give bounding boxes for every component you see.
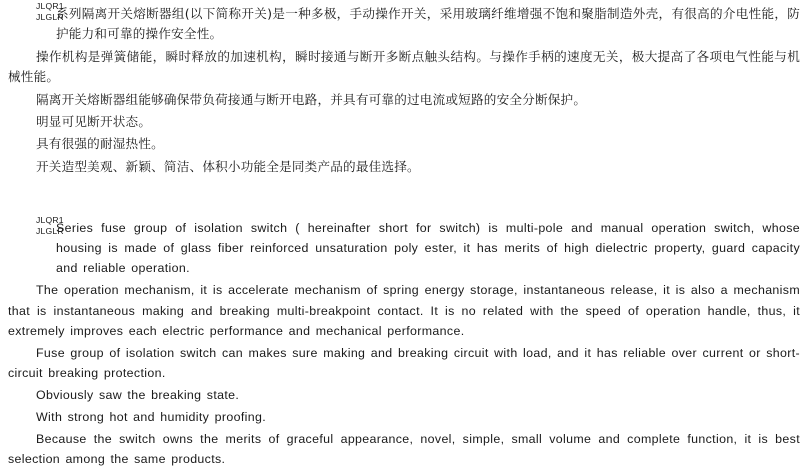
chinese-paragraph-6: 开关造型美观、新颖、简洁、体积小功能全是同类产品的最佳选择。 (36, 158, 420, 174)
english-section (8, 215, 800, 469)
chinese-paragraph-5: 具有很强的耐湿热性。 (36, 136, 164, 152)
chinese-paragraph-1 (8, 1, 800, 45)
chinese-paragraph-1-text: 系列隔离开关熔断器组(以下简称开关)是一种多极，手动操作开关，采用玻璃纤维增强不饱和聚脂制造外壳，有很高的介电性能，防护能力和可靠的操作安全性。 (56, 6, 800, 42)
english-paragraph-4: Obviously saw the breaking state. (36, 387, 240, 402)
chinese-paragraph-2: 操作机构是弹簧储能，瞬时释放的加速机构，瞬时接通与断开多断点触头结构。与操作手柄的速度无关，极大提高了各项电气性能与机械性能。 (8, 48, 800, 85)
model-code-line-2-en: JLGLR (36, 225, 64, 236)
english-paragraph-6: Because the switch owns the merits of graceful appearance, novel, simple, small volume and complete function, it is best selection among the same products. (8, 432, 800, 467)
model-code-block-en (36, 215, 80, 236)
english-paragraph-2: The operation mechanism, it is accelerate mechanism of spring energy storage, instantaneous release, it is also a mechanism that is instantaneous making and breaking multi-breakpoint contact. It is no related with the speed of operation handle, thus, it extremely improves each electric performance and mechanical performance. (8, 283, 800, 338)
chinese-section (8, 1, 800, 177)
model-code-line-1: JLQR1 (36, 1, 64, 11)
model-code-block (36, 1, 80, 22)
section-spacer (8, 187, 800, 200)
model-code-line-1-en: JLQR1 (36, 215, 64, 226)
english-paragraph-3: Fuse group of isolation switch can makes sure making and breaking circuit with load, and it has reliable over current or short-circuit breaking protection. (8, 345, 800, 380)
model-code-line-2: JLGLR (36, 11, 64, 22)
chinese-paragraph-3: 隔离开关熔断器组能够确保带负荷接通与断开电路，并具有可靠的过电流或短路的安全分断保护。 (36, 91, 587, 107)
english-paragraph-5: With strong hot and humidity proofing. (36, 409, 266, 424)
english-paragraph-1-text: Series fuse group of isolation switch ( hereinafter short for switch) is multi-pole and manual operation switch, whose housing is made of glass fiber reinforced unsaturation poly ester, it has merits of high dielectric property, guard capacity and reliable operation. (56, 221, 800, 276)
english-paragraph-1 (8, 215, 800, 278)
chinese-paragraph-4: 明显可见断开状态。 (36, 113, 152, 129)
